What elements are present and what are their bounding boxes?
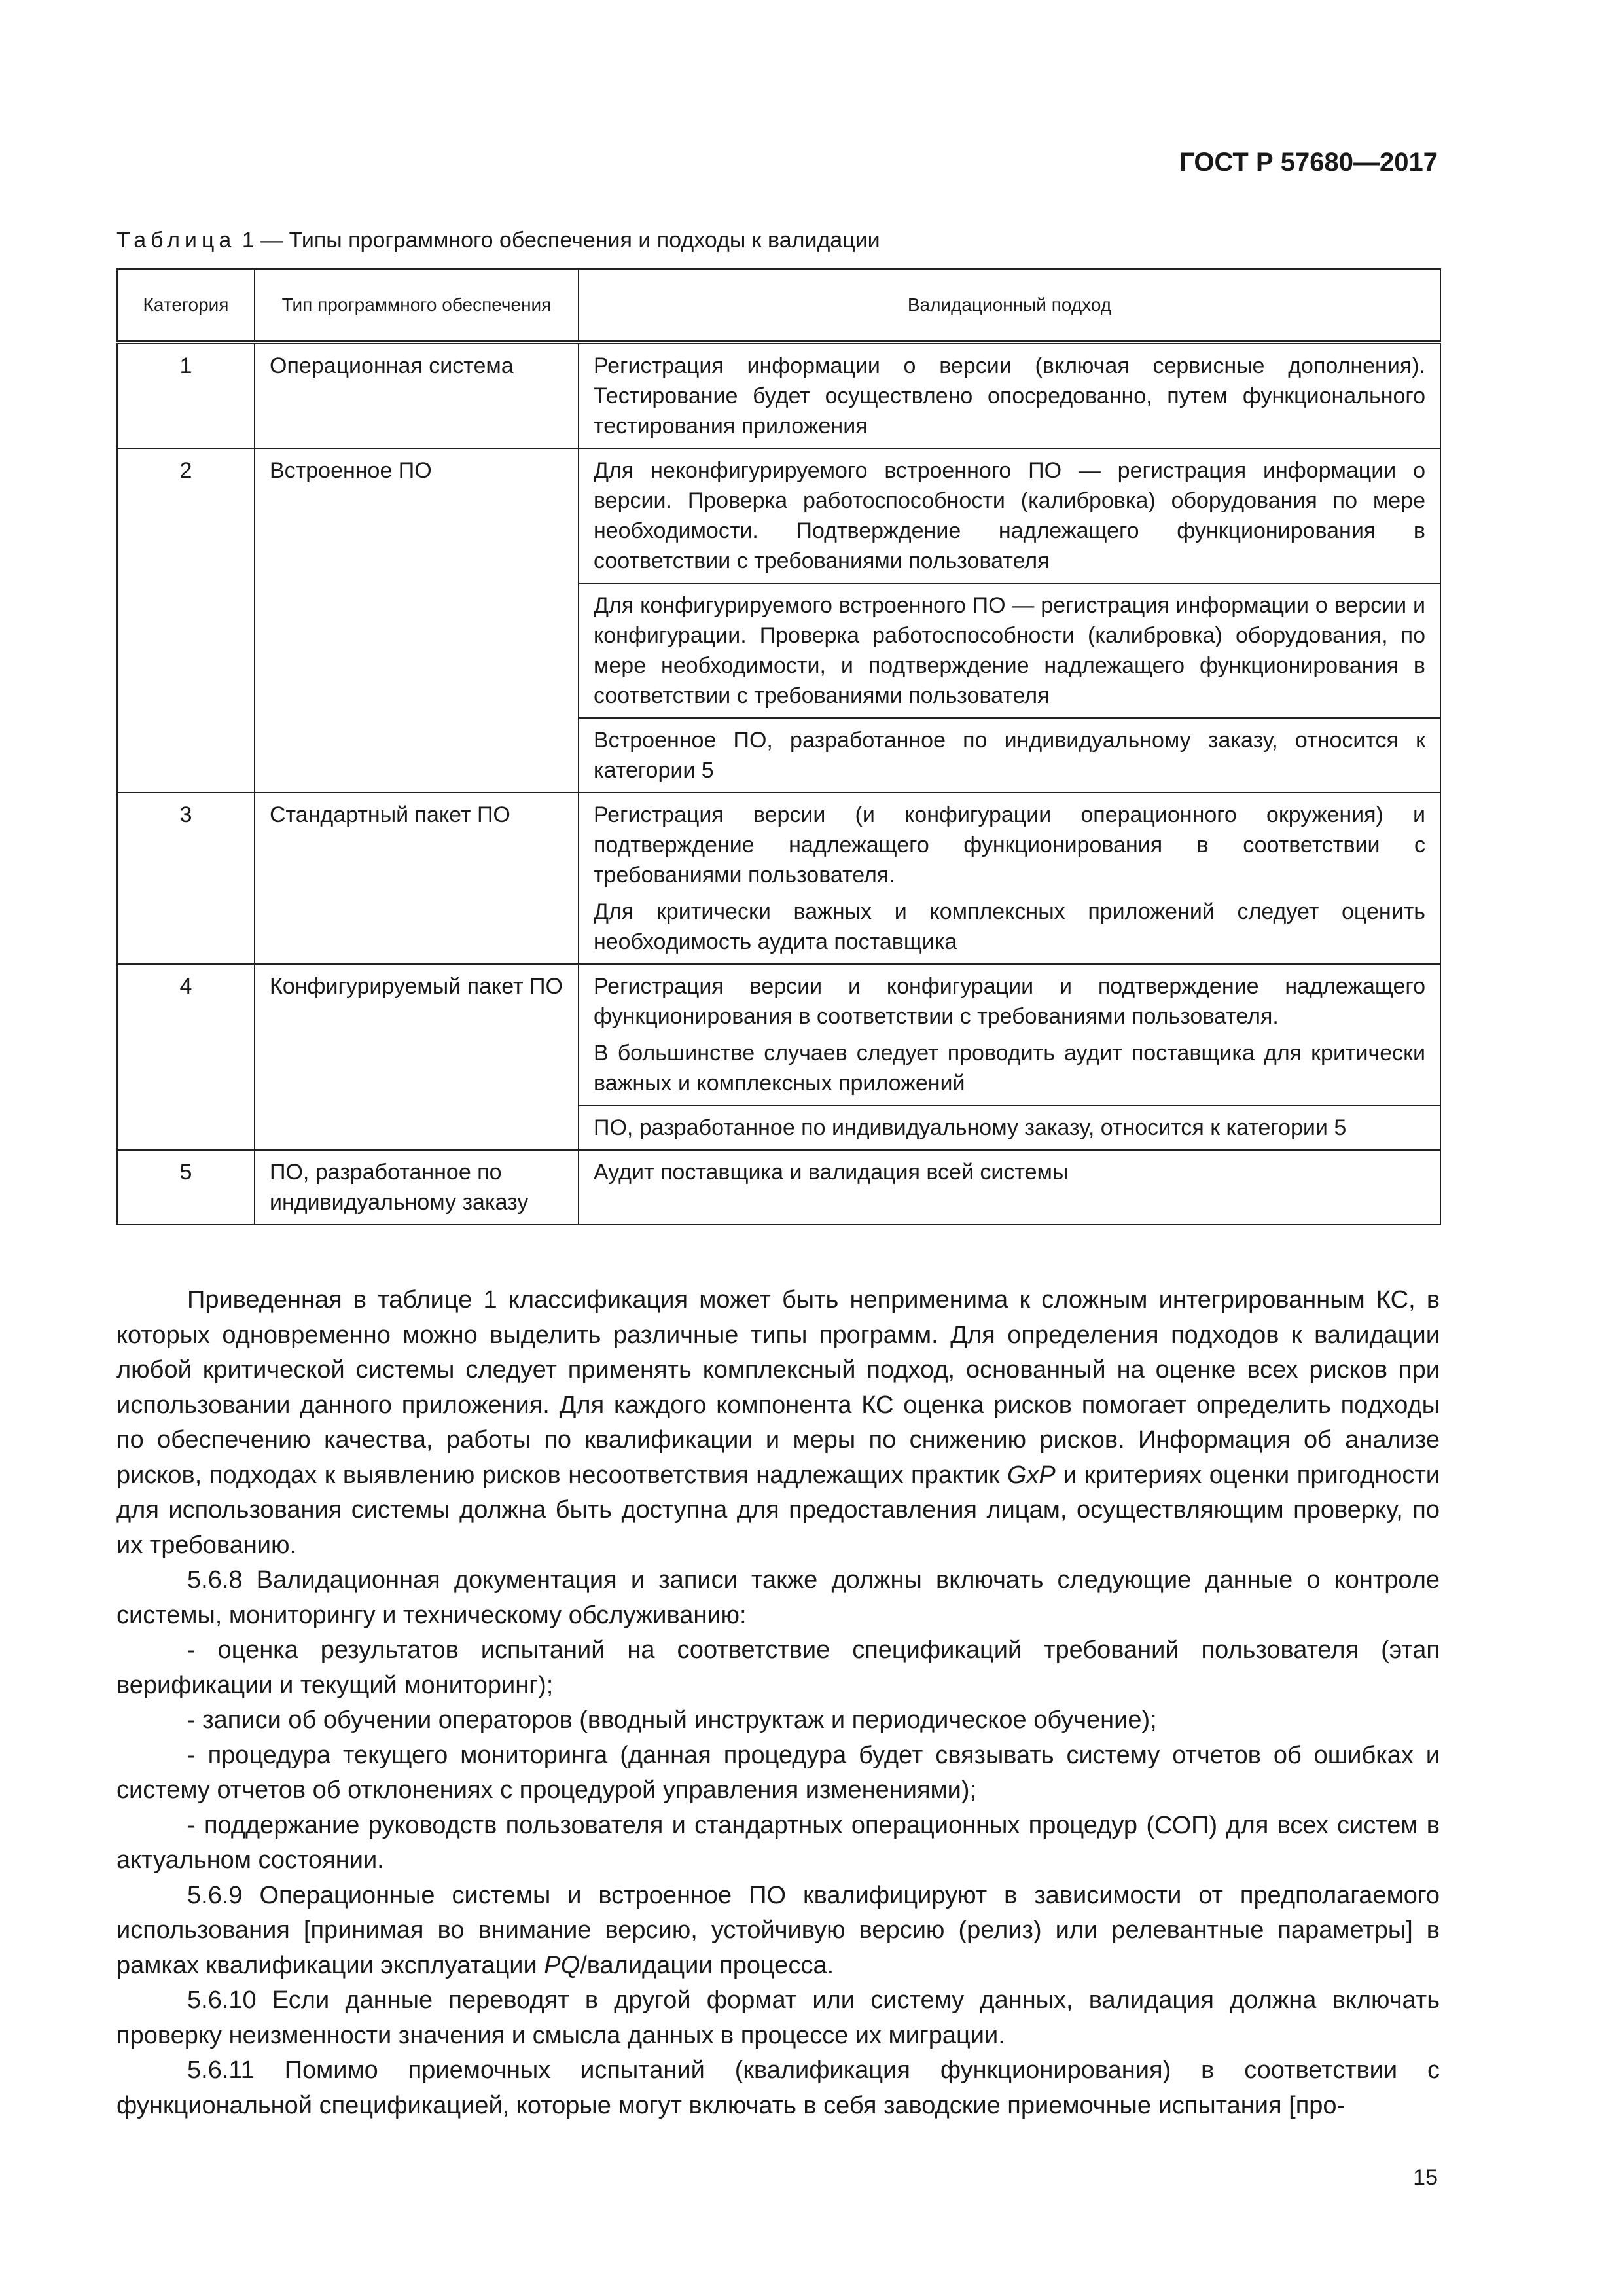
approach-text: Регистрация информации о версии (включая сервисные дополнения). Тестирование будет осуществлено опосредованно, путем функционального тестирования приложения bbox=[594, 353, 1425, 439]
category-cell: 2 bbox=[117, 448, 255, 793]
header-category: Категория bbox=[117, 269, 255, 342]
approach-text: Аудит поставщика и валидация всей системы bbox=[594, 1160, 1069, 1185]
approach-cell bbox=[579, 964, 1440, 1105]
paragraph-5-6-8: 5.6.8 Валидационная документация и записи также должны включать следующие данные о контроле системы, мониторингу и техническому обслуживанию: bbox=[116, 1566, 1440, 1629]
approach-text: Для критически важных и комплексных приложений следует оценить необходимость аудита поставщика bbox=[594, 899, 1425, 954]
type-cell: Встроенное ПО bbox=[255, 448, 579, 793]
category-cell: 5 bbox=[117, 1150, 255, 1225]
type-cell: Стандартный пакет ПО bbox=[255, 793, 579, 964]
approach-text: Для конфигурируемого встроенного ПО — регистрация информации о версии и конфигурации. Проверка работоспособности (калибровка) оборудования, по мере необходимости, и подтверждение надлежащего функционирования в соответствии с требованиями пользователя bbox=[594, 593, 1425, 708]
category-cell: 3 bbox=[117, 793, 255, 964]
gxp-term: GxP bbox=[1007, 1461, 1056, 1489]
header-validation-approach: Валидационный подход bbox=[579, 269, 1440, 342]
approach-text: В большинстве случаев следует проводить аудит поставщика для критически важных и комплексных приложений bbox=[594, 1041, 1425, 1096]
table-row bbox=[117, 448, 1440, 583]
table-row bbox=[117, 793, 1440, 964]
type-cell: Конфигурируемый пакет ПО bbox=[255, 964, 579, 1150]
table-caption-title: 1 — Типы программного обеспечения и подходы к валидации bbox=[236, 228, 880, 253]
type-cell: ПО, разработанное по индивидуальному заказу bbox=[255, 1150, 579, 1225]
table-caption-label: Таблица bbox=[116, 228, 236, 253]
approach-text: ПО, разработанное по индивидуальному заказу, относится к категории 5 bbox=[594, 1115, 1347, 1140]
paragraph-5-6-9 bbox=[116, 1878, 1440, 1984]
approach-cell bbox=[579, 448, 1440, 583]
software-categories-table bbox=[116, 268, 1441, 1225]
approach-cell bbox=[579, 583, 1440, 718]
approach-text: Регистрация версии и конфигурации и подтверждение надлежащего функционирования в соответствии с требованиями пользователя. bbox=[594, 974, 1425, 1029]
paragraph-text: и критериях оценки пригодности для использования системы должна быть доступна для предоставления лицам, осуществляющим проверку, по их требованию. bbox=[116, 1461, 1440, 1559]
paragraph-text: 5.6.9 Операционные системы и встроенное ПО квалифицируют в зависимости от предполагаемого использования [принимая во внимание версию, устойчивую версию (релиз) или релевантные параметры] в рамках квалификации эксплуатации bbox=[116, 1881, 1440, 1979]
list-item: - поддержание руководств пользователя и стандартных операционных процедур (СОП) для всех систем в актуальном состоянии. bbox=[116, 1811, 1440, 1874]
approach-cell bbox=[579, 1105, 1440, 1150]
table-row bbox=[117, 964, 1440, 1105]
approach-text: Встроенное ПО, разработанное по индивидуальному заказу, относится к категории 5 bbox=[594, 728, 1425, 783]
paragraph-5-6-11: 5.6.11 Помимо приемочных испытаний (квалификация функционирования) в соответствии с функциональной спецификацией, которые могут включать в себя заводские приемочные испытания [про- bbox=[116, 2056, 1440, 2119]
category-cell: 1 bbox=[117, 342, 255, 448]
pq-term: PQ bbox=[544, 1951, 580, 1979]
list-item: - записи об обучении операторов (вводный инструктаж и периодическое обучение); bbox=[187, 1706, 1157, 1734]
approach-cell bbox=[579, 342, 1440, 448]
approach-cell bbox=[579, 793, 1440, 964]
header-software-type: Тип программного обеспечения bbox=[255, 269, 579, 342]
paragraph-text: /валидации процесса. bbox=[580, 1951, 834, 1979]
body-text bbox=[116, 1283, 1440, 2123]
list-item: - оценка результатов испытаний на соответствие спецификаций требований пользователя (этап верификации и текущий мониторинг); bbox=[116, 1636, 1440, 1699]
list-item: - процедура текущего мониторинга (данная процедура будет связывать систему отчетов об ошибках и систему отчетов об отклонениях с процедурой управления изменениями); bbox=[116, 1741, 1440, 1804]
approach-cell bbox=[579, 1150, 1440, 1225]
table-row bbox=[117, 342, 1440, 448]
category-cell: 4 bbox=[117, 964, 255, 1150]
table-row bbox=[117, 1150, 1440, 1225]
type-cell: Операционная система bbox=[255, 342, 579, 448]
paragraph-classification bbox=[116, 1283, 1440, 1563]
page-number: 15 bbox=[1413, 2165, 1438, 2190]
table-header-row bbox=[117, 269, 1440, 342]
table-caption bbox=[116, 228, 880, 253]
document-code: ГОСТ Р 57680—2017 bbox=[1179, 148, 1438, 177]
paragraph-5-6-10: 5.6.10 Если данные переводят в другой формат или систему данных, валидация должна включать проверку неизменности значения и смысла данных в процессе их миграции. bbox=[116, 1986, 1440, 2049]
paragraph-text: Приведенная в таблице 1 классификация может быть неприменима к сложным интегрированным КС, в которых одновременно можно выделить различные типы программ. Для определения подходов к валидации любой критической системы следует применять комплексный подход, основанный на оценке всех рисков при использовании данного приложения. Для каждого компонента КС оценка рисков помогает определить подходы по обеспечению качества, работы по квалификации и меры по снижению рисков. Информация об анализе рисков, подходах к выявлению рисков несоответствия надлежащих практик bbox=[116, 1286, 1440, 1489]
approach-cell bbox=[579, 718, 1440, 793]
approach-text: Регистрация версии (и конфигурации операционного окружения) и подтверждение надлежащего функционирования в соответствии с требованиями пользователя. bbox=[594, 802, 1425, 888]
approach-text: Для неконфигурируемого встроенного ПО — регистрация информации о версии. Проверка работоспособности (калибровка) оборудования по мере необходимости. Подтверждение надлежащего функционирования в соответствии с требованиями пользователя bbox=[594, 458, 1425, 573]
